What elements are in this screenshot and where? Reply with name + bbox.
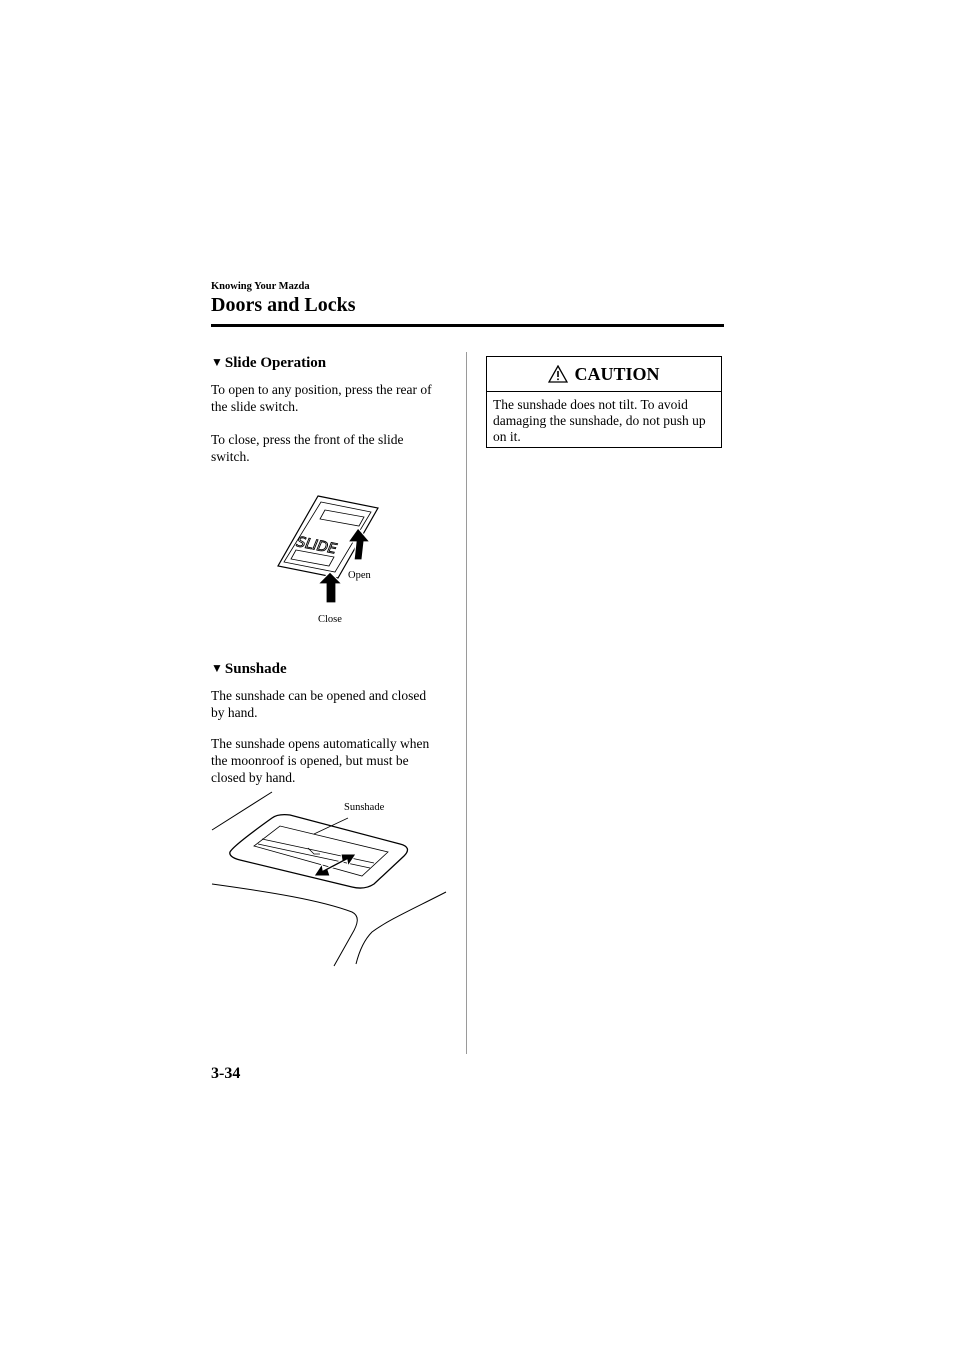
slide-switch-text: SLIDE: [295, 534, 338, 558]
sunshade-label: Sunshade: [344, 802, 385, 813]
triangle-bullet-icon: ▼: [211, 661, 223, 675]
open-label: Open: [348, 570, 371, 581]
column-divider: [466, 352, 467, 1054]
slide-operation-para-2: To close, press the front of the slide switch.: [211, 432, 404, 464]
close-label: Close: [318, 614, 342, 625]
sunshade-illustration: [210, 788, 450, 970]
caution-text: The sunshade does not tilt. To avoid damaging the sunshade, do not push up on it.: [493, 397, 706, 444]
sunshade-para-2: The sunshade opens automatically when the moonroof is opened, but must be closed by hand.: [211, 736, 430, 785]
caution-box: [486, 356, 722, 448]
header-rule: [211, 324, 724, 327]
section-label: Knowing Your Mazda: [211, 281, 310, 292]
page-number: 3-34: [211, 1065, 241, 1082]
warning-triangle-icon: [548, 365, 568, 383]
sunshade-para-1: The sunshade can be opened and closed by hand.: [211, 688, 427, 720]
slide-switch-illustration: [270, 488, 390, 603]
caution-header: [487, 357, 721, 392]
caution-title: CAUTION: [574, 363, 660, 384]
triangle-bullet-icon: ▼: [211, 355, 223, 369]
slide-operation-para-1: To open to any position, press the rear of the slide switch.: [211, 382, 432, 414]
slide-operation-heading: ▼ Slide Operation: [211, 355, 327, 371]
sunshade-heading: ▼ Sunshade: [211, 661, 287, 677]
page-title: Doors and Locks: [211, 294, 356, 316]
